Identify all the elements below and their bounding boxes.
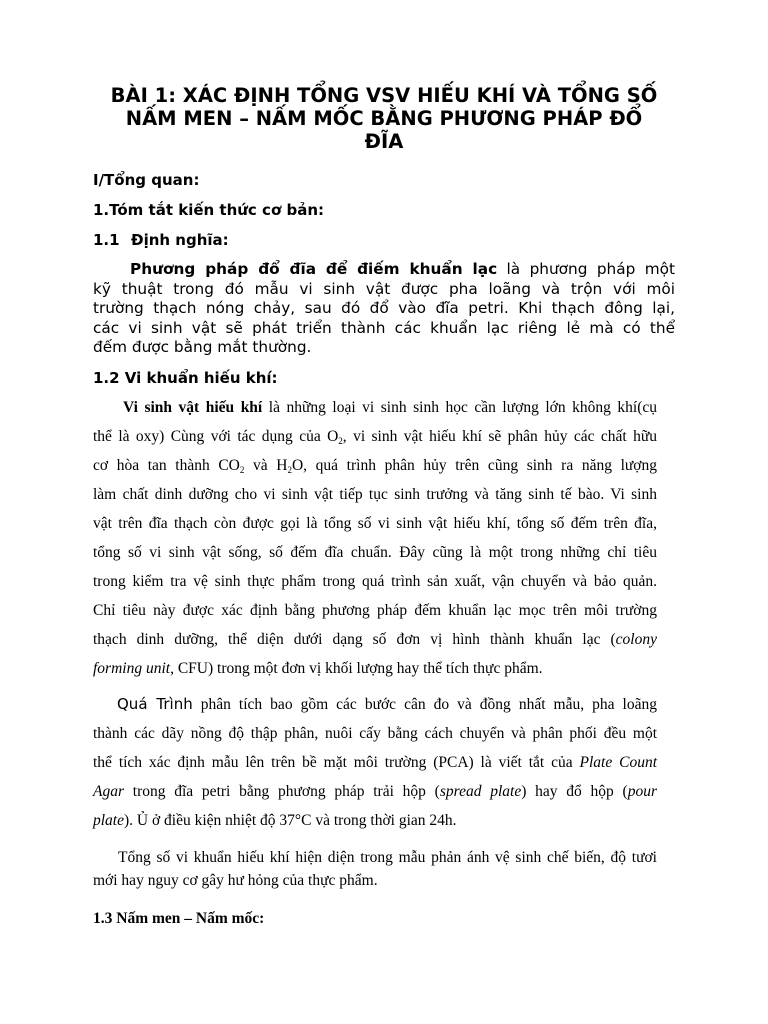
heading-yeast-mold: 1.3 Nấm men – Nấm mốc: — [93, 910, 265, 927]
aerobic-paragraph: Vi sinh vật hiếu khí là những loại vi sinh sinh học cần lượng lớn không khí(cụ thể là oxy) Cùng với tác dụng của $O_2$, vi sinh vật hiếu khí sẽ phân hủy các chất hữu cơ hòa tan thành $CO_2$ và $H_2O$, quá trình phân hủy trên cũng sinh ra năng lượng làm chất dinh dưỡng cho vi sinh vật tiếp tục sinh trưởng và tăng sinh tế bào. Vi sinh vật trên đĩa thạch còn được gọi là tổng số vi sinh vật hiếu khí, tổng số đếm trên đĩa, tổng số vi sinh vật sống, số đếm đĩa chuẩn. Đây cũng là một trong những chỉ tiêu trong kiểm tra vệ sinh thực phẩm trong quá trình sản xuất, vận chuyển và bảo quản. Chỉ tiêu này được xác định bằng phương pháp đếm khuẩn lạc mọc trên môi trường thạch dinh dưỡng, thể diện dưới dạng số đơn vị hình thành khuẩn lạc (colony forming unit, CFU) trong một đơn vị khối lượng hay thể tích thực phẩm. — [93, 399, 657, 677]
title-line-2: NẤM MEN – NẤM MỐC BẰNG PHƯƠNG PHÁP ĐỔ — [125, 107, 643, 130]
definition-term: Phương pháp đổ đĩa để điếm khuẩn lạc — [130, 260, 498, 278]
heading-definition-number: 1.1 — [93, 231, 120, 249]
document-title — [80, 84, 688, 153]
aerobic-term: Vi sinh vật hiếu khí — [123, 399, 263, 416]
title-line-3: ĐĨA — [364, 130, 404, 153]
heading-aerobic-bacteria: 1.2 Vi khuẩn hiếu khí: — [93, 369, 278, 387]
summary-paragraph: Tổng số vi khuẩn hiếu khí hiện diện trong mẫu phản ánh vệ sinh chế biến, độ tươi mới hay nguy cơ gây hư hỏng của thực phẩm. — [93, 849, 657, 889]
title-line-1: BÀI 1: XÁC ĐỊNH TỔNG VSV HIẾU KHÍ VÀ TỔNG SỐ — [110, 84, 658, 107]
definition-paragraph: Phương pháp đổ đĩa để điếm khuẩn lạc là phương pháp một kỹ thuật trong đó mẫu vi sinh vật được pha loãng và trộn với môi trường thạch nóng chảy, sau đó đổ vào đĩa petri. Khi thạch đông lại, các vi sinh vật sẽ phát triển thành các khuẩn lạc riêng lẻ mà có thể đếm được bằng mắt thường. — [93, 260, 675, 356]
process-paragraph: Quá Trình phân tích bao gồm các bước cân đo và đồng nhất mẫu, pha loãng thành các dãy nồng độ thập phân, nuôi cấy bằng cách chuyển và phân phối đều một thể tích xác định mẫu lên trên bề mặt môi trường (PCA) là viết tắt của Plate Count Agar trong đĩa petri bằng phương pháp trải hộp (spread plate) hay đổ hộp (pour plate). Ủ ở điều kiện nhiệt độ 37°C và trong thời gian 24h. — [93, 695, 658, 829]
heading-overview: I/Tổng quan: — [93, 171, 200, 189]
heading-summary: 1.Tóm tắt kiến thức cơ bản: — [93, 201, 325, 219]
process-lead: Quá Trình — [117, 695, 193, 713]
heading-definition — [93, 230, 229, 250]
heading-definition-label: Định nghĩa: — [131, 231, 229, 249]
